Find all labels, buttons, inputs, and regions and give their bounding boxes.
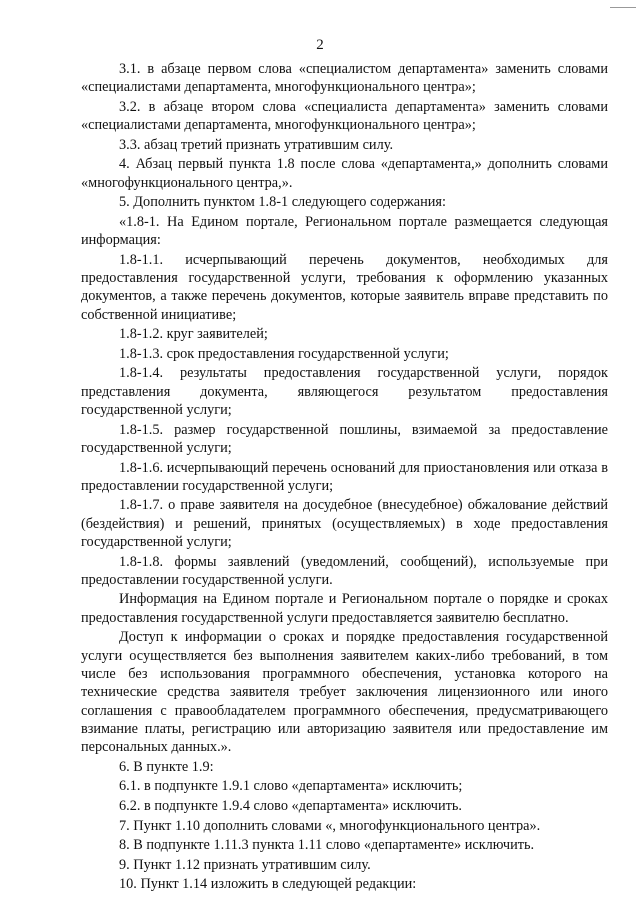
- paragraph-5: 5. Дополнить пунктом 1.8-1 следующего содержания:: [119, 194, 446, 211]
- paragraph-1-8-1-3: 1.8-1.3. срок предоставления государственной услуги;: [119, 345, 449, 362]
- paragraph-6-2: 6.2. в подпункте 1.9.4 слово «департамента» исключить.: [119, 797, 462, 814]
- page-number: 2: [316, 37, 324, 53]
- paragraph-1-8-1-5: 1.8-1.5. размер государственной пошлины, взимаемой за предоставление государственной услуги;: [81, 421, 608, 456]
- document-body: [81, 60, 608, 895]
- paragraph-3-1: 3.1. в абзаце первом слова «специалистом департамента» заменить словами «специалистами департамента, многофункционального центра»;: [81, 61, 608, 96]
- paragraph-4: 4. Абзац первый пункта 1.8 после слова «департамента,» дополнить словами «многофункционального центра,».: [81, 156, 608, 191]
- paragraph-1-8-1-2: 1.8-1.2. круг заявителей;: [119, 326, 268, 343]
- paragraph-7: 7. Пункт 1.10 дополнить словами «, многофункционального центра».: [119, 817, 541, 834]
- paragraph-8: 8. В подпункте 1.11.3 пункта 1.11 слово «департаменте» исключить.: [119, 837, 535, 854]
- paragraph-info-free: Информация на Едином портале и Региональном портале о порядке и сроках предоставления государственной услуги предоставляется заявителю бесплатно.: [81, 591, 608, 626]
- paragraph-1-8-1-1: 1.8-1.1. исчерпывающий перечень документов, необходимых для предоставления государственной услуги, требования к оформлению указанных документов, а также перечень документов, которые заявитель вправе представить по собственной инициативе;: [81, 251, 608, 323]
- paragraph-3-2: 3.2. в абзаце втором слова «специалиста департамента» заменить словами «специалистами департамента, многофункционального центра»;: [81, 98, 608, 134]
- paragraph-6: 6. В пункте 1.9:: [119, 758, 214, 775]
- paragraph-3-3: 3.3. абзац третий признать утратившим силу.: [119, 136, 394, 153]
- paragraph-6-1: 6.1. в подпункте 1.9.1 слово «департамента» исключить;: [119, 778, 463, 795]
- paragraph-9: 9. Пункт 1.12 признать утратившим силу.: [119, 856, 371, 873]
- paragraph-1-8-1-7: 1.8-1.7. о праве заявителя на досудебное (внесудебное) обжалование действий (бездействия) и решений, принятых (осуществляемых) в ходе предоставления государственной услуги;: [81, 497, 608, 550]
- paragraph-access: Доступ к информации о сроках и порядке предоставления государственной услуги осуществляется без выполнения заявителем каких-либо требований, в том числе без использования программного обеспечения, установка которого на технические средства заявителя требует заключения лицензионного или иного соглашения с правообладателем программного обеспечения, предусматривающего взимание платы, регистрацию или авторизацию заявителя или предоставление им персональных данных.».: [81, 629, 608, 756]
- paragraph-1-8-1-4: 1.8-1.4. результаты предоставления государственной услуги, порядок представления документа, являющегося результатом предоставления государственной услуги;: [81, 365, 608, 419]
- paragraph-1-8-1: «1.8-1. На Едином портале, Региональном портале размещается следующая информация:: [81, 213, 608, 249]
- paragraph-10: 10. Пункт 1.14 изложить в следующей редакции:: [119, 876, 417, 893]
- paragraph-1-8-1-6: 1.8-1.6. исчерпывающий перечень оснований для приостановления или отказа в предоставлении государственной услуги;: [81, 459, 608, 494]
- paragraph-1-8-1-8: 1.8-1.8. формы заявлений (уведомлений, сообщений), используемые при предоставлении государственной услуги.: [81, 553, 608, 588]
- scan-edge-mark: [610, 0, 636, 8]
